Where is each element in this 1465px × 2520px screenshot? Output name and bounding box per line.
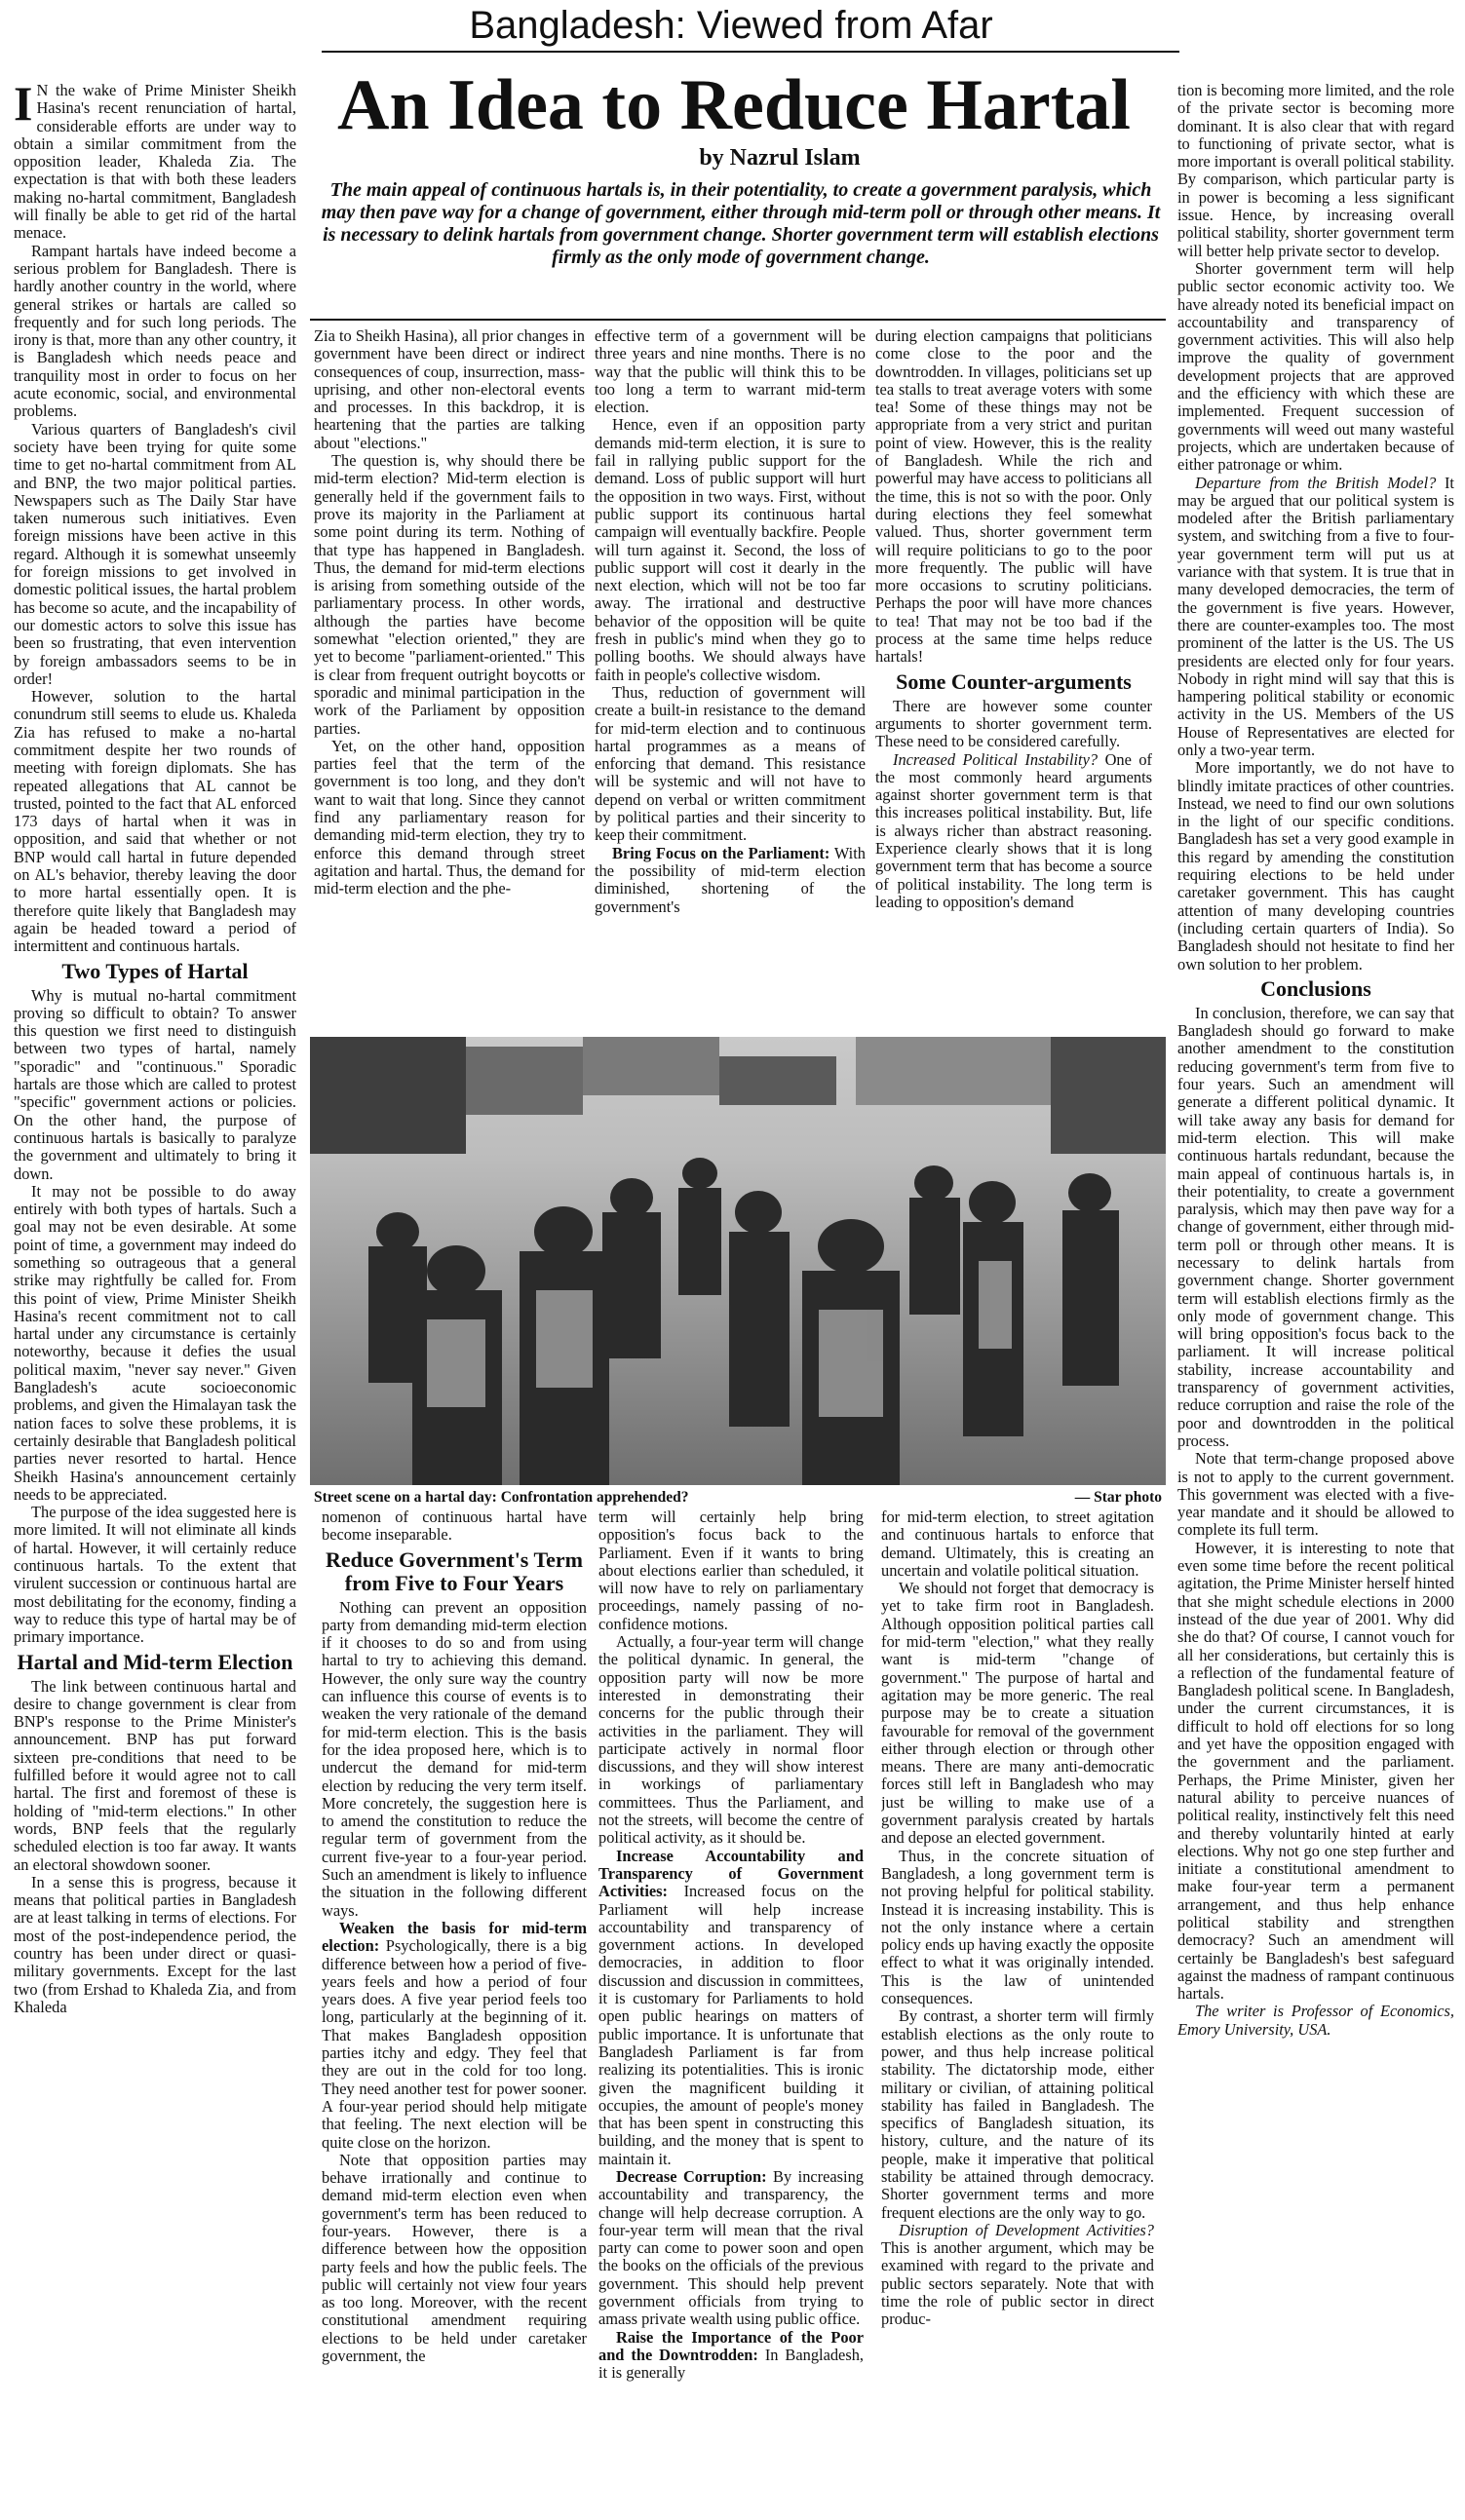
column-3-top	[595, 327, 866, 1039]
column-4-top	[875, 327, 1152, 1039]
paragraph: It may not be possible to do away entirely with both types of hartals. Such a goal may not be even desirable. At some point of time, a government may indeed do something so outrageous that a general strike may rightfully be called for. From this point of view, Prime Minister Sheikh Hasina's recent commitment not to call hartal under any circumstance is certainly noteworthy, because it defies the usual political maxim, "never say never." Given Bangladesh's acute socioeconomic problems, and given the Himalayan task the nation faces to solve these problems, it is certainly desirable that Bangladesh political parties never resorted to hartal. Hence Sheikh Hasina's announcement certainly needs to be appreciated.	[14, 1181, 296, 1504]
photo-credit: — Star photo	[1074, 1489, 1162, 1506]
paragraph: Weaken the basis for mid-term election: Psychologically, there is a big difference between how a period of five-years feels and how a period of four years does. A five year period feels too long, particularly at the beginning of it. That makes Bangladesh opposition parties itchy and edgy. They feel that they are out in the cold for too long. They need another test for power sooner. A four-year period should help mitigate that feeling. The next election will be quite close on the horizon.	[322, 1918, 587, 2152]
paragraph: There are however some counter arguments to shorter government term. These need to be considered carefully.	[875, 696, 1152, 751]
column-3-bottom	[598, 1508, 864, 2518]
subhead-conclusions: Conclusions	[1260, 975, 1371, 1001]
paragraph: for mid-term election, to street agitation and continuous hartals to enforce that demand. Ultimately, this is creating an uncertain and volatile political situation.	[881, 1508, 1154, 1580]
subhead-two-types: Two Types of Hartal	[61, 958, 249, 983]
paragraph: Note that term-change proposed above is not to apply to the current government. This government was elected with a five-year mandate and it should be allowed to complete its full term.	[1177, 1449, 1454, 1540]
column-2-top	[314, 327, 585, 1039]
kicker-rule	[322, 51, 1179, 53]
column-5	[1177, 82, 1454, 2518]
paragraph: tion is becoming more limited, and the role of the private sector is becoming more dominant. It is also clear that with regard to functioning of private sector, what is more important is overall political stability. By comparison, which particular party is in power is becoming a less significant issue. Hence, by increasing overall political stability, shorter government term will better help private sector to develop.	[1177, 82, 1454, 260]
deck-rule	[310, 319, 1166, 321]
paragraph: Shorter government term will help public sector economic activity too. We have already noted its beneficial impact on accountability and transparency of government activities. This will also help improve the quality of government development projects that are approved and the efficiency with which these are implemented. Frequent succession of governments will weed out many wasteful projects, which are undertaken because of either patronage or whim.	[1177, 258, 1454, 475]
headline: An Idea to Reduce Hartal	[337, 65, 1131, 145]
paragraph: However, it is interesting to note that even some time before the recent political agitation, the Prime Minister herself hinted that she might schedule elections in 2000 instead of the due year of 2001. Why did she do that? Of course, I cannot vouch for all her considerations, but certainly this is a reflection of the fundamental feature of Bangladesh political scene. In Bangladesh, under the current circumstances, it is difficult to hold off elections for so long and yet have the opposition engaged with the government and the parliament. Perhaps, the Prime Minister, given her natural ability to perceive nuances of political reality, instinctively felt this need and thereby voluntarily hinted at early elections. Why not go one step further and initiate a constitutional amendment to make four-year term a permanent arrangement, and thus help enhance political stability and strengthen democracy? Such an amendment will certainly be Bangladesh's best safeguard against the madness of rampant continuous hartals.	[1177, 1538, 1454, 2004]
paragraph: term will certainly help bring opposition's focus back to the Parliament. Even if it wants to bring about elections earlier than scheduled, it will now have to rely on parliamentary proceedings, namely passing of no-confidence motions.	[598, 1508, 864, 1633]
photo-scene	[310, 1037, 1166, 1485]
paragraph: In conclusion, therefore, we can say that Bangladesh should go forward to make another amendment to the constitution reducing government's term from five to four years. Such an amendment will generate a different political dynamic. It will take away any basis for demand for mid-term election. This will make continuous hartals redundant, because the main appeal of continuous hartals is, in their potentiality, to create a government paralysis, which may then pave way for a change of government, either through mid-term poll or through other means. It is necessary to delink hartals from government change. Shorter government term will establish elections firmly as the only mode of government change. This will bring opposition's focus back to the parliament. It will increase political stability, increase accountability and transparency of government activities, reduce corruption and raise the role of the poor and downtrodden in the political process.	[1177, 1003, 1454, 1450]
photo-caption: Street scene on a hartal day: Confrontation apprehended?	[314, 1489, 689, 1506]
paragraph: More importantly, we do not have to blindly imitate practices of other countries. Instead, we need to find our own solutions in the light of our specific conditions. Bangladesh has set a very good example in this regard by amending the constitution requiring elections to be held under caretaker government. This has caught attention of many developing countries (including certain quarters of India). So Bangladesh should not hesitate to find her own solution to her problem.	[1177, 758, 1454, 974]
lead-paragraph: I N the wake of Prime Minister Sheikh Hasina's recent renunciation of hartal, considerable efforts are under way to obtain a similar commitment from the opposition leader, Khaleda Zia. The expectation is that with both these leaders making no-hartal commitment, Bangladesh will finally be able to get rid of the hartal menace.	[14, 82, 296, 243]
paragraph: Thus, in the concrete situation of Bangladesh, a long government term is not proving helpful for political stability. Instead it is increasing instability. This is not the only instance where a certain policy ends up having exactly the opposite effect to what it was originally intended. This is the law of unintended consequences.	[881, 1846, 1154, 2008]
paragraph: Decrease Corruption: By increasing accountability and transparency, the change will help decrease corruption. A four-year term will mean that the rival party can come to power soon and open the books on the officials of the previous government. This should help prevent government officials from trying to amass private wealth using public office.	[598, 2166, 864, 2329]
paragraph: The purpose of the idea suggested here is more limited. It will not eliminate all kinds of hartal. However, it will certainly reduce continuous hartals. To the extent that virulent succession or continuous hartal are most debilitating for the economy, finding a way to reduce this type of hartal may be of primary importance.	[14, 1503, 296, 1647]
paragraph: Increased Political Instability? One of the most commonly heard arguments against shorter government term is that this increases political instability. But, life is always richer than abstract reasoning. Experience clearly shows that it is long government term that has become a source of political instability. The long term is leading to opposition's demand	[875, 749, 1152, 911]
paragraph: nomenon of continuous hartal have become inseparable.	[322, 1508, 587, 1545]
paragraph: during election campaigns that politicians come close to the poor and the downtrodden. In villages, politicians set up tea stalls to treat average voters with some tea! Some of these things may not be appropriate from a very strict and puritan point of view. However, this is the reality of Bangladesh. While the rich and powerful may have access to politicians all the time, this is not so with the poor. Only during elections they feel somewhat valued. Thus, shorter government term will require politicians to go to the poor more frequently. The public will have more occasions to scrutiny politicians. Perhaps the poor will have more chances to tea! That may not be too bad if the process at the same time helps reduce hartals!	[875, 327, 1152, 667]
paragraph: Hence, even if an opposition party demands mid-term election, it is sure to fail in rallying public support for the demand. Loss of public support will hurt the opposition in two ways. First, without public support its continuous hartal campaign will eventually backfire. People will turn against it. Second, the loss of public support will cost it dearly in the next election, which will not be too far away. The irrational and destructive behavior of the opposition will be quite fresh in public's mind when they go to polling booths. We should always have faith in people's collective wisdom.	[595, 415, 866, 684]
author-bio: The writer is Professor of Economics, Emory University, USA.	[1177, 2002, 1454, 2039]
paragraph: Disruption of Development Activities? This is another argument, which may be examined with regard to the private and public sectors separately. Note that with time the role of public sector in direct produc-	[881, 2220, 1154, 2329]
subhead-reduce-term: Reduce Government's Term from Five to Four Years	[326, 1546, 583, 1595]
paragraph: Bring Focus on the Parliament: With the possibility of mid-term election diminished, shortening of the government's	[595, 843, 866, 916]
subhead-midterm: Hartal and Mid-term Election	[17, 1649, 293, 1674]
paragraph: Actually, a four-year term will change the political dynamic. In general, the opposition party will now be more interested in demonstrating their concerns for the public through their activities in the parliament. They will participate actively in normal floor discussions, and they will show interest in workings of parliamentary committees. Thus the Parliament, and not the streets, will become the centre of political activity, as it should be.	[598, 1632, 864, 1848]
paragraph: However, solution to the hartal conundrum still seems to elude us. Khaleda Zia has refused to make a no-hartal commitment despite her two rounds of meeting with foreign diplomats. She has repeated allegations that AL cannot be trusted, pointed to the fact that AL enforced 173 days of hartal when it was in opposition, and said that whether or not BNP would call hartal in future depended on AL's behavior, thereby leaving the door to more hartal essentially open. It is therefore quite likely that Bangladesh may again be headed toward a period of intermittent and continuous hartals.	[14, 687, 296, 956]
paragraph: Increase Accountability and Transparency of Government Activities: Increased focus on the Parliament will help increase accountability and transparency of government actions. In developed democracies, in addition to floor discussion and discussion in committees, it is customary for Parliaments to hold open public hearings on matters of public importance. It is unfortunate that Bangladesh Parliament is far from realizing its potentialities. This is ironic given the magnificent building it occupies, the amount of people's money that has been spent in constructing this building, and the money that is spent to maintain it.	[598, 1846, 864, 2168]
paragraph: Departure from the British Model? It may be argued that our political system is modeled after the British parliamentary system, and switching from a five to four-year government term will put us at variance with that system. It is true that in many developed democracies, the term of the government is five years. However, there are counter-examples too. The most prominent of the latter is the US. The US presidents are elected only for four years. Nobody in right mind will say that this is hampering political stability or economic activity in the US. Members of the US House of Representatives are elected for only a two-year term.	[1177, 473, 1454, 759]
paragraph: effective term of a government will be three years and nine months. There is no way that the public will think this to be too long a term to warrant mid-term election.	[595, 327, 866, 417]
paragraph: Raise the Importance of the Poor and the Downtrodden: In Bangladesh, it is generally	[598, 2327, 864, 2383]
paragraph: In a sense this is progress, because it means that political parties in Bangladesh are at least talking in terms of elections. For most of the post-independence period, the country has been under direct or quasi-military governments. Except for the last two (from Ershad to Khaleda Zia, and from Khaleda	[14, 1872, 296, 2016]
paragraph: Various quarters of Bangladesh's civil society have been trying for quite some time to get no-hartal commitment from AL and BNP, the two major political parties. Newspapers such as The Daily Star have taken numerous such initiatives. Even foreign missions have been active in this regard. Although it is somewhat unseemly for foreign missions to get involved in domestic political issues, the hartal problem has become so acute, and the incapability of our domestic actors to solve this issue has been so frustrating, that even intervention by foreign ambassadors seems to be in order!	[14, 419, 296, 688]
paragraph: Note that opposition parties may behave irrationally and continue to demand mid-term election even when government's term has been reduced to four-years. However, there is a difference between how the opposition party feels and how the public feels. The public will certainly not view four years as too long. Moreover, with the recent constitutional amendment requiring elections to be held under caretaker government, the	[322, 2150, 587, 2366]
paragraph: Nothing can prevent an opposition party from demanding mid-term election if it chooses to do so and from using hartal to try to achieving this demand. However, the only sure way the country can influence this course of events is to weaken the very rationale of the demand for mid-term election. This is the basis for the idea proposed here, which is to undercut the demand for mid-term election by reducing the very term itself. More concretely, the suggestion here is to amend the constitution to reduce the regular term of government from the current five-year to a four-year period. Such an amendment is likely to influence the situation in the following different ways.	[322, 1597, 587, 1920]
paragraph: Rampant hartals have indeed become a serious problem for Bangladesh. There is hardly another country in the world, where general strikes or hartals are called so frequently and for such long periods. The irony is that, more than any other country, it is Bangladesh which needs peace and tranquility most in order to focus on her acute economic, social, and environmental problems.	[14, 241, 296, 421]
subhead-counter: Some Counter-arguments	[896, 668, 1132, 694]
street-photo	[310, 1037, 1166, 1485]
column-2-bottom	[322, 1508, 587, 2518]
deck: The main appeal of continuous hartals is, in their potentiality, to create a government paralysis, which may then pave way for a change of government, either through mid-term poll or through other means. It is necessary to delink hartals from government change. Shorter government term will establish elections firmly as the only mode of government change.	[321, 179, 1161, 268]
column-4-bottom	[881, 1508, 1154, 2518]
paragraph: By contrast, a shorter term will firmly establish elections as the only route to power, and thus help increase political stability. The dictatorship mode, either military or civilian, of attaining political stability has failed in Bangladesh. The specifics of Bangladesh situation, its history, culture, and the nature of its people, make it imperative that political stability be attained through democracy. Shorter government terms and more frequent elections are the only way to go.	[881, 2006, 1154, 2222]
drop-cap: I	[14, 82, 33, 131]
paragraph: We should not forget that democracy is yet to take firm root in Bangladesh. Although opposition political parties call for mid-term "election," what they really want is mid-term "change of government." The purpose of hartal and agitation may be more generic. The real purpose may be to create a situation favourable for removal of the government either through election or through other means. There are many anti-democratic forces still left in Bangladesh who may just be willing to make use of a government paralysis created by hartals and depose an elected government.	[881, 1579, 1154, 1848]
column-1	[14, 82, 296, 2518]
paragraph: Yet, on the other hand, opposition parties feel that the term of the government is too long, and they don't want to wait that long. Since they cannot find any parliamentary reason for demanding mid-term election, they try to enforce this demand through street agitation and hartal. Thus, the demand for mid-term election and the phe-	[314, 736, 585, 898]
paragraph: The link between continuous hartal and desire to change government is clear from BNP's response to the Prime Minister's announcement. BNP has put forward sixteen pre-conditions that need to be fulfilled before it would agree not to call hartal. The first and foremost of these is holding of "mid-term elections." In other words, BNP feels that the regularly scheduled election is too far away. It wants an electoral showdown sooner.	[14, 1676, 296, 1874]
paragraph: Why is mutual no-hartal commitment proving so difficult to obtain? To answer this question we first need to distinguish between two types of hartal, namely "sporadic" and "continuous." Sporadic hartals are those which are called to protest "specific" government actions or policies. On the other hand, the purpose of continuous hartals is basically to paralyze the government and ultimately to bring it down.	[14, 985, 296, 1183]
byline: by Nazrul Islam	[699, 145, 861, 171]
paragraph: Thus, reduction of government will create a built-in resistance to the demand for mid-term election and to continuous hartal programmes as a means of enforcing that demand. This resistance will be systemic and will not have to depend on verbal or written commitment by political parties and their sincerity to keep their commitment.	[595, 682, 866, 845]
kicker: Bangladesh: Viewed from Afar	[469, 4, 993, 47]
paragraph: Zia to Sheikh Hasina), all prior changes in government have been direct or indirect consequences of coup, insurrection, mass-uprising, and other non-electoral events and processes. In this backdrop, it is heartening that the parties are talking about "elections."	[314, 327, 585, 452]
paragraph: The question is, why should there be mid-term election? Mid-term election is generally held if the government fails to prove its majority in the Parliament at some point during its term. Nothing of that type has happened in Bangladesh. Thus, the demand for mid-term elections is arising from something outside of the parliamentary process. In other words, although the parties have become somewhat "election oriented," they are yet to become "parliament-oriented." This is clear from frequent outright boycotts or sporadic and minimal participation in the work of the Parliament by opposition parties.	[314, 451, 585, 738]
